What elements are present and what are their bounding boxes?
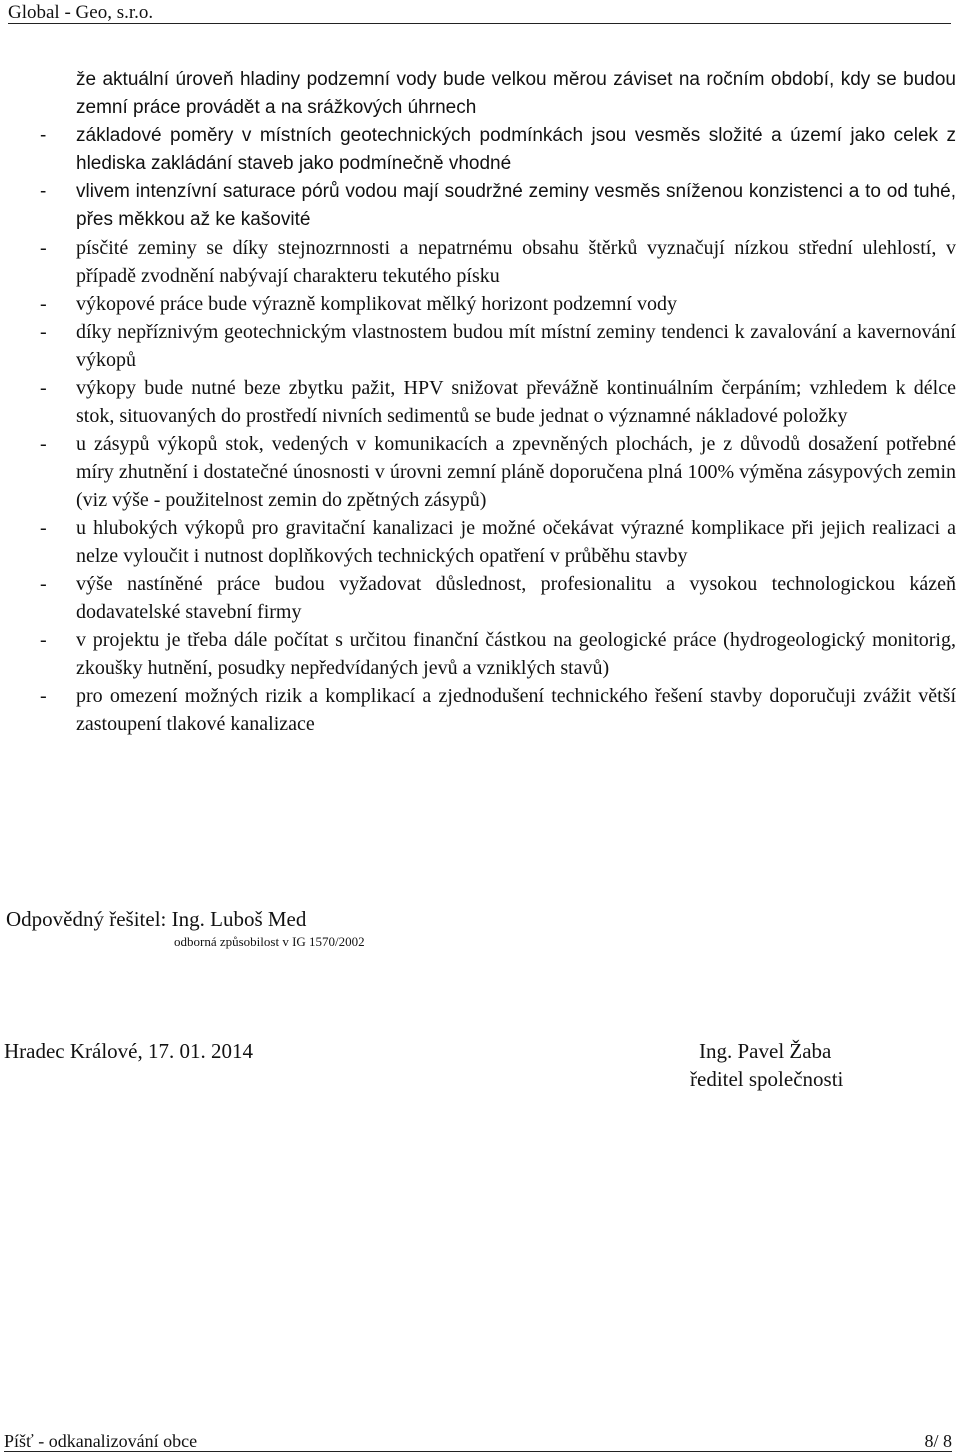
bullet-dash: -	[40, 517, 47, 539]
bullet-dash: -	[40, 573, 47, 595]
paragraph-text: u hlubokých výkopů pro gravitační kanalizaci je možné očekávat výrazné komplikace při jejich realizaci a nelze vyloučit i nutnost doplňkových technických opatření v průběhu stavby	[76, 517, 956, 567]
document-body	[40, 66, 956, 738]
paragraph	[40, 570, 956, 626]
bullet-dash: -	[40, 237, 47, 259]
paragraph	[40, 122, 956, 178]
page-number: 8/ 8	[920, 1431, 952, 1451]
bullet-dash: -	[40, 293, 47, 315]
bullet-dash: -	[40, 125, 47, 146]
paragraph-text: v projektu je třeba dále počítat s určitou finanční částkou na geologické práce (hydrogeologický monitorig, zkoušky hutnění, posudky nepředvídaných jevů a vzniklých stavů)	[76, 629, 956, 679]
paragraph-text: základové poměry v místních geotechnických podmínkách jsou vesměs složité a území jako celek z hlediska zakládání staveb jako podmínečně vhodné	[76, 125, 956, 174]
paragraph-text: díky nepříznivým geotechnickým vlastnostem budou mít místní zeminy tendenci k zavalování a kavernování výkopů	[76, 321, 956, 371]
project-name: Píšť - odkanalizování obce	[4, 1431, 201, 1451]
responsible-person: Odpovědný řešitel: Ing. Luboš Med	[6, 907, 307, 931]
bullet-dash: -	[40, 321, 47, 343]
bullet-dash: -	[40, 685, 47, 707]
paragraph-text: vlivem intenzívní saturace pórů vodou mají soudržné zeminy vesměs sníženou konzistenci a to od tuhé, přes měkkou až ke kašovité	[76, 181, 956, 230]
paragraph	[40, 66, 956, 122]
qualification-note: odborná způsobilost v IG 1570/2002	[174, 934, 365, 949]
bullet-dash: -	[40, 433, 47, 455]
sans-paragraphs	[40, 66, 956, 234]
paragraph-text: výkopové práce bude výrazně komplikovat mělký horizont podzemní vody	[76, 293, 677, 315]
paragraph	[40, 430, 956, 514]
paragraph	[40, 374, 956, 430]
paragraph	[40, 514, 956, 570]
bullet-dash: -	[40, 181, 47, 202]
place-and-date: Hradec Králové, 17. 01. 2014	[4, 1039, 254, 1063]
signer-role: ředitel společnosti	[690, 1067, 844, 1091]
paragraph	[40, 178, 956, 234]
paragraph-text: písčité zeminy se díky stejnozrnnosti a nepatrnému obsahu štěrků vyznačují nízkou střední ulehlostí, v případě zvodnění nabývají charakteru tekutého písku	[76, 237, 956, 287]
paragraph-text: pro omezení možných rizik a komplikací a zjednodušení technického řešení stavby doporučuji zvážit větší zastoupení tlakové kanalizace	[76, 685, 956, 735]
page-footer	[4, 1431, 952, 1452]
paragraph-text: že aktuální úroveň hladiny podzemní vody bude velkou měrou záviset na ročním období, kdy se budou zemní práce provádět a na srážkových úhrnech	[76, 69, 956, 118]
signer-name: Ing. Pavel Žaba	[699, 1039, 832, 1063]
paragraph	[40, 682, 956, 738]
paragraph-text: u zásypů výkopů stok, vedených v komunikacích a zpevněných plochách, je z důvodů dosažení potřebné míry zhutnění i dostatečné únosnosti v úrovni zemní pláně doporučena plná 100% výměna zásypových zemin (viz výše - použitelnost zemin do zpětných zásypů)	[76, 433, 956, 511]
bullet-dash: -	[40, 629, 47, 651]
paragraph	[40, 290, 956, 318]
paragraph	[40, 626, 956, 682]
paragraph	[40, 318, 956, 374]
paragraph-text: výše nastíněné práce budou vyžadovat důslednost, profesionalitu a vysokou technologickou kázeň dodavatelské stavební firmy	[76, 573, 956, 623]
serif-paragraphs	[40, 234, 956, 738]
company-name: Global - Geo, s.r.o.	[8, 3, 157, 23]
paragraph-text: výkopy bude nutné beze zbytku pažit, HPV snižovat převážně kontinuálním čerpáním; vzhledem k délce stok, situovaných do prostředí nivních sedimentů se bude jednat o významné nákladové položky	[76, 377, 956, 427]
bullet-dash: -	[40, 377, 47, 399]
page-header	[8, 3, 951, 24]
paragraph	[40, 234, 956, 290]
